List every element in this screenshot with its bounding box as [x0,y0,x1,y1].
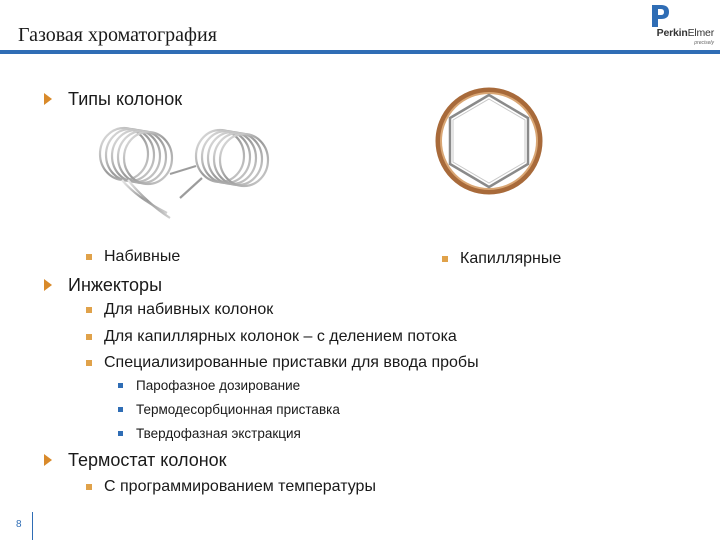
logo-mark-icon [648,4,670,28]
slide-title: Газовая хроматография [18,24,217,46]
bullet-arrow-icon [44,279,52,291]
footer-divider [32,512,33,540]
label-capillary: Капиллярные [460,250,561,268]
bullet-column-types: Типы колонок [68,89,182,110]
capillary-column-image [432,82,552,202]
oven-item: С программированием температуры [104,478,376,496]
bullet-injectors: Инжекторы [68,275,162,296]
logo-wordmark: PerkinElmer [656,27,714,39]
bullet-arrow-icon [44,454,52,466]
bullet-square-icon [86,360,92,366]
bullet-oven: Термостат колонок [68,450,227,471]
bullet-square-icon [86,334,92,340]
title-divider [0,50,720,54]
bullet-square-icon [442,256,448,262]
attachment-item: Термодесорбционная приставка [136,402,340,417]
label-packed: Набивные [104,248,180,266]
bullet-square-icon [86,484,92,490]
bullet-arrow-icon [44,93,52,105]
page-number: 8 [16,519,22,530]
bullet-square-icon [118,383,123,388]
bullet-square-icon [86,307,92,313]
packed-columns-image [92,118,272,228]
perkinelmer-logo [628,4,714,48]
attachment-item: Парофазное дозирование [136,378,300,393]
injector-item: Специализированные приставки для ввода пробы [104,354,479,372]
injector-item: Для набивных колонок [104,301,273,319]
bullet-square-icon [118,431,123,436]
injector-item: Для капиллярных колонок – с делением потока [104,328,457,346]
attachment-item: Твердофазная экстракция [136,426,301,441]
bullet-square-icon [86,254,92,260]
logo-tagline: precisely [694,40,714,46]
bullet-square-icon [118,407,123,412]
